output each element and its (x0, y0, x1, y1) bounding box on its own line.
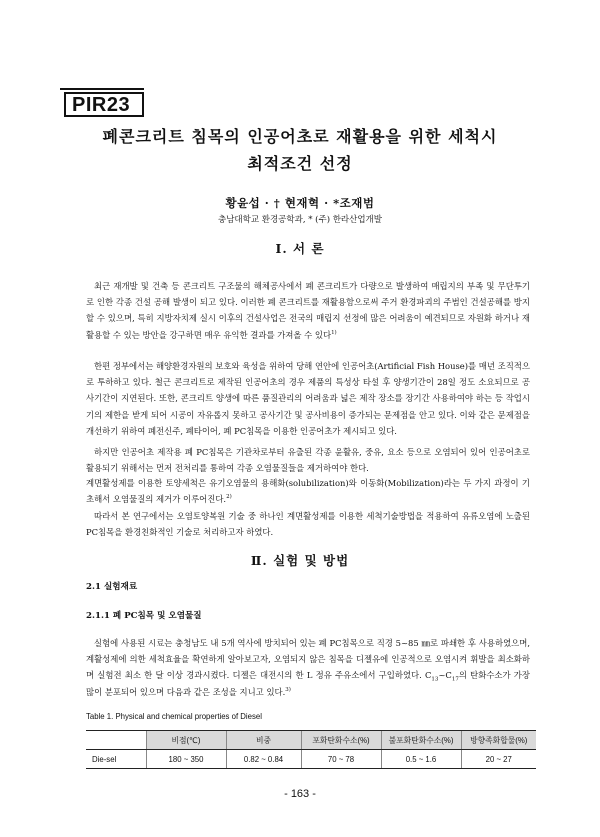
affiliation: 충남대학교 환경공학과, * (주) 한라산업개발 (218, 215, 382, 225)
page-number: - 163 - (284, 788, 316, 800)
intro-paragraph-4 (86, 475, 530, 507)
section-heading-methods: Ⅱ. 실험 및 방법 (250, 553, 350, 568)
carbon-subscript-1: 13 (431, 677, 439, 684)
subsection-heading-materials: 2.1 실험재료 (86, 582, 138, 592)
table-cell: 20 ~ 27 (461, 750, 536, 769)
table-header-row (86, 731, 536, 750)
methods-paragraph-1-text-c: 의 탄화수소가 가장 많이 분포되어 있으며 다음과 같은 조성을 지니고 있다. (86, 670, 530, 697)
citation-1: 1) (331, 329, 337, 336)
intro-paragraph-3: 하지만 인공어초 제작용 폐 PC침목은 기관차로부터 유출된 각종 윤활유, 중유, 요소 등으로 오염되어 있어 인공어초로 활용되기 위해서는 먼저 전처리를 통하여 각종 오염물질들을 제거하여야 한다. (86, 447, 530, 474)
methods-paragraph-1-text-a: 실험에 사용된 시료는 충청남도 내 5개 역사에 방치되어 있는 폐 PC침목으로 직경 5~85 ㎜로 파쇄한 후 사용하였으며, 계활성제에 의한 세척효율을 확연하게 알아보고자, 오염되지 않은 침목을 디젤유에 인공적으로 오염시켜 휘발을 최소화하며 실험전 최소 한 달 이상 경과시켰다. 디젤은 대전시의 한 L 정유 주유소에서 구입하였다. C (86, 638, 530, 681)
table-header-cell: 불포화탄화수소(%) (381, 731, 461, 750)
intro-paragraph-1 (86, 278, 530, 343)
methods-paragraph-1 (86, 635, 530, 700)
table-cell: 70 ~ 78 (301, 750, 381, 769)
diesel-properties-table (86, 730, 536, 769)
table-header-cell (86, 731, 146, 750)
citation-2: 2) (226, 494, 232, 501)
table-cell: Die-sel (86, 750, 146, 769)
intro-paragraph-1-text: 최근 재개발 및 건축 등 콘크리트 구조물의 해체공사에서 폐 콘크리트가 다량으로 발생하여 매립지의 부족 및 무단투기로 인한 각종 건설 공해 발생이 되고 있다. 이러한 폐 콘크리트를 재활용함으로써 주거 환경파괴의 주범인 건설공해를 방지할 수 있으며, 특히 지방자치제 실시 이후의 건설사업은 전국의 매립지 선정에 많은 어려움이 예견되므로 자원화 하거나 재활용할 수 있는 방안을 강구하면 매우 유익한 결과를 가져올 수 있다 (86, 281, 530, 340)
paper-code-box: PIR23 (64, 92, 144, 117)
table-header-cell: 비중 (226, 731, 301, 750)
carbon-subscript-2: 17 (451, 677, 459, 684)
author-list: 황윤섭 · † 현재혁 · *조재범 (225, 196, 375, 210)
intro-paragraph-4-text: 계면활성제를 이용한 토양세척은 유기오염물의 용해화(solubilization)와 이동화(Mobilization)라는 두 가지 과정이 기초해서 오염물질의 제거가 이루어진다. (86, 478, 530, 505)
intro-paragraph-2: 한편 정부에서는 해양환경자원의 보호와 육성을 위하여 당해 연안에 인공어초(Artificial Fish House)를 매년 조직적으로 투하하고 있다. 철근 콘크리트로 제작된 인공어초의 경우 제품의 특성상 타설 후 양생기간이 28일 정도 소요되므로 공사기간이 지연된다. 또한, 콘크리트 양생에 따른 품질관리의 어려움과 넓은 제작 장소를 장기간 사용하여야 하는 등 작업시기의 제한을 받게 되어 시공이 자유롭지 못하고 공사기간 및 공사비용이 증가되는 문제점을 안고 있다. 이와 같은 문제점을 개선하기 위하여 폐전신주, 폐타이어, 폐 PC침목을 이용한 인공어초가 제시되고 있다. (86, 361, 530, 436)
paper-title-line-2: 최적조건 선정 (247, 154, 353, 173)
paper-title-line-1: 폐콘크리트 침목의 인공어초로 재활용을 위한 세척시 (102, 127, 498, 146)
table-header-cell: 방향족화합물(%) (461, 731, 536, 750)
table-caption: Table 1. Physical and chemical properties of Diesel (86, 712, 262, 721)
table-row (86, 750, 536, 769)
table-header-cell: 비점(℃) (146, 731, 226, 750)
table-cell: 0.82 ~ 0.84 (226, 750, 301, 769)
table-header-cell: 포화탄화수소(%) (301, 731, 381, 750)
table-cell: 0.5 ~ 1.6 (381, 750, 461, 769)
methods-paragraph-1-text-b: ~C (438, 670, 452, 681)
citation-3: 3) (285, 686, 291, 693)
table-cell: 180 ~ 350 (146, 750, 226, 769)
subsection-heading-sleeper: 2.1.1 폐 PC침목 및 오염물질 (86, 611, 202, 621)
intro-paragraph-5: 따라서 본 연구에서는 오염토양복원 기술 중 하나인 계면활성제를 이용한 세척기술방법을 적용하여 유류오염에 노출된 PC침목을 환경친화적인 기술로 처리하고자 하였다. (86, 511, 530, 538)
section-heading-introduction: Ⅰ. 서 론 (275, 241, 325, 256)
